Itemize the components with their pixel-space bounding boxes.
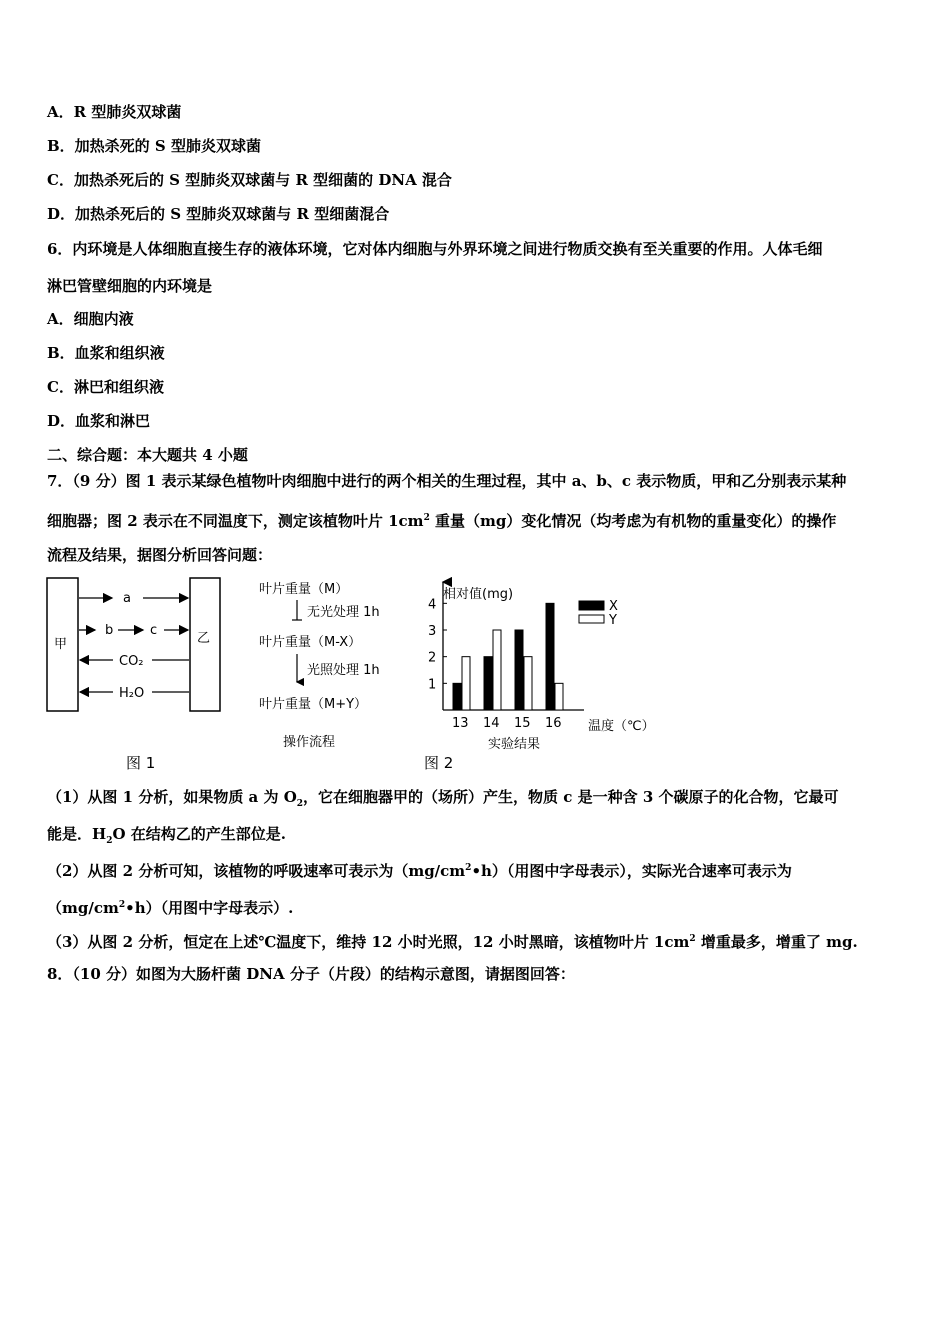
y-tick-label: 2 (428, 650, 437, 666)
chart-y-label: 相对值(mg) (443, 587, 514, 602)
x-tick-label: 14 (483, 716, 500, 731)
legend-swatch-y (579, 615, 604, 623)
q7-sub2-line1: （2）从图 2 分析可知，该植物的呼吸速率可表示为$(mg/cm^2•h)$（用图中字母表示），实际光合速率可表示为 (47, 862, 792, 880)
flow-treatment-dark: 无光处理 1h (307, 605, 380, 620)
chart-x-label: 温度（℃） (588, 719, 655, 734)
chart-title: 实验结果 (488, 737, 541, 752)
q6-stem-line2: 淋巴管壁细胞的内环境是 (47, 277, 213, 295)
q6-option-c: C．淋巴和组织液 (47, 378, 164, 396)
q5-option-b: B．加热杀死的 S 型肺炎双球菌 (47, 137, 261, 155)
y-tick-label: 4 (428, 597, 437, 613)
legend-label-x: X (609, 599, 618, 614)
flow-step2: 叶片重量（M-X） (259, 635, 362, 650)
x-tick-label: 13 (452, 716, 469, 731)
bar-y-15 (524, 657, 532, 710)
y-tick-label: 1 (428, 677, 437, 693)
q5-option-c: C．加热杀死后的 S 型肺炎双球菌与 R 型细菌的 DNA 混合 (47, 171, 452, 189)
legend-label-y: Y (609, 613, 617, 628)
figure2-bar-chart (418, 576, 658, 754)
q6-option-a: A．细胞内液 (47, 310, 134, 328)
bar-y-14 (493, 630, 501, 710)
flow-step3: 叶片重量（M+Y） (259, 697, 368, 712)
bar-y-13 (462, 657, 470, 710)
flow-treatment-light: 光照处理 1h (307, 663, 380, 678)
q5-option-a: A．R 型肺炎双球菌 (47, 103, 182, 121)
section-title: 二、综合题：本大题共 4 小题 (47, 446, 248, 464)
operation-flow-diagram (255, 578, 405, 754)
legend-swatch-x (579, 601, 604, 610)
arrow-label-c: c (150, 623, 158, 638)
q7-stem-line2: 细胞器；图 2 表示在不同温度下，测定该植物叶片 $1cm^2$ 重量（mg）变化情况（均考虑为有机物的重量变化）的操作 (47, 512, 837, 530)
flow-step1: 叶片重量（M） (259, 582, 349, 597)
x-tick-label: 15 (514, 716, 531, 731)
bar-y-16 (555, 683, 563, 710)
bar-x-15 (515, 630, 523, 710)
q5-option-d: D．加热杀死后的 S 型肺炎双球菌与 R 型细菌混合 (47, 205, 390, 223)
x-tick-label: 16 (545, 716, 562, 731)
bar-x-13 (453, 683, 461, 710)
q6-stem-line1: 6．内环境是人体细胞直接生存的液体环境，它对体内细胞与外界环境之间进行物质交换有至关重要的作用。人体毛细 (47, 240, 823, 258)
q7-stem-line1: 7．（9 分）图 1 表示某绿色植物叶肉细胞中进行的两个相关的生理过程，其中 a、b、c 表示物质，甲和乙分别表示某种 (47, 472, 847, 490)
chart-legend (579, 599, 618, 628)
flow-caption: 操作流程 (283, 735, 336, 750)
q7-stem-line3: 流程及结果，据图分析回答问题： (47, 546, 273, 564)
bar-x-16 (546, 603, 554, 710)
figure2-caption: 图 2 (424, 754, 454, 772)
organelle-jia-label: 甲 (54, 637, 68, 652)
q7-sub1-line1: （1）从图 1 分析，如果物质 a 为 $O_2$，它在细胞器甲的（场所）产生，物质 c 是一种含 3 个碳原子的化合物，它最可 (47, 788, 839, 809)
arrow-label-b: b (105, 623, 114, 638)
y-tick-label: 3 (428, 624, 437, 639)
h2o-label: H₂O (119, 686, 145, 701)
figure1-caption: 图 1 (126, 754, 156, 772)
q6-option-b: B．血浆和组织液 (47, 344, 165, 362)
q7-sub3: （3）从图 2 分析，恒定在上述℃温度下，维持 12 小时光照，12 小时黑暗，该植物叶片 $1cm^2$ 增重最多，增重了 mg. (47, 933, 858, 951)
bar-x-14 (484, 657, 492, 710)
figure1-diagram (46, 576, 222, 714)
q7-sub1-line2: 能是．$H_2O$ 在结构乙的产生部位是. (47, 825, 286, 846)
co2-label: CO₂ (119, 654, 144, 669)
q8-stem: 8．（10 分）如图为大肠杆菌 DNA 分子（片段）的结构示意图，请据图回答： (47, 965, 575, 983)
arrow-label-a: a (123, 591, 131, 606)
q7-sub2-line2: $(mg/cm^2•h)$（用图中字母表示）. (47, 899, 294, 917)
organelle-yi-label: 乙 (197, 631, 211, 646)
q6-option-d: D．血浆和淋巴 (47, 412, 151, 430)
